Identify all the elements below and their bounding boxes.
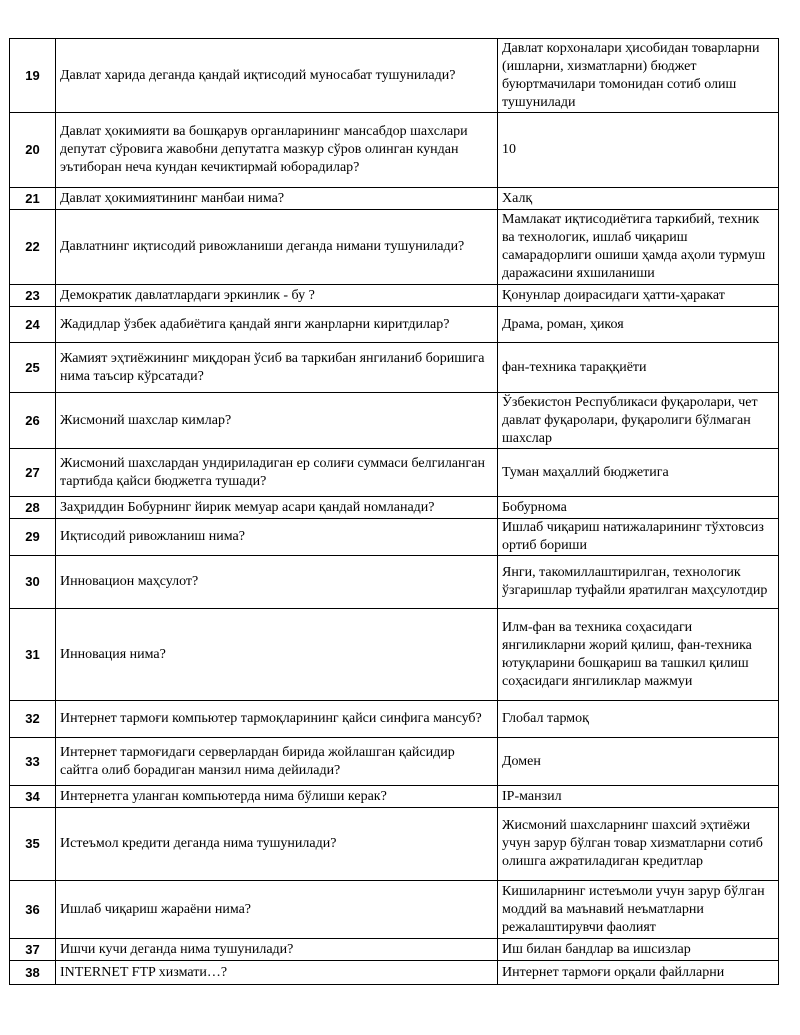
row-number: 37 [10,939,56,961]
question-cell: Жисмоний шахслар кимлар? [56,393,498,449]
answer-cell: Халқ [498,188,779,210]
question-answer-table [9,38,779,985]
answer-cell: Домен [498,738,779,786]
row-number: 29 [10,519,56,556]
question-cell: Инновация нима? [56,609,498,701]
answer-cell: Интернет тармоғи орқали файлларни [498,961,779,985]
table-row [10,881,779,939]
question-cell: Демократик давлатлардаги эркинлик - бу ? [56,285,498,307]
row-number: 35 [10,808,56,881]
table-row [10,343,779,393]
table-row [10,307,779,343]
answer-cell: фан-техника тараққиёти [498,343,779,393]
table-row [10,556,779,609]
question-cell: Давлат ҳокимиятининг манбаи нима? [56,188,498,210]
answer-cell: 10 [498,113,779,188]
answer-cell: Иш билан бандлар ва ишсизлар [498,939,779,961]
row-number: 30 [10,556,56,609]
question-cell: Интернет тармоғи компьютер тармоқларининг қайси синфига мансуб? [56,701,498,738]
answer-cell: Кишиларнинг истеъмоли учун зарур бўлган моддий ва маънавий неъматларни режалаштирувчи фаолият [498,881,779,939]
row-number: 26 [10,393,56,449]
question-cell: Инновацион маҳсулот? [56,556,498,609]
table-row [10,188,779,210]
answer-cell: Драма, роман, ҳикоя [498,307,779,343]
row-number: 33 [10,738,56,786]
row-number: 24 [10,307,56,343]
answer-cell: Ишлаб чиқариш натижаларининг тўхтовсиз ортиб бориши [498,519,779,556]
question-cell: Интернет тармоғидаги серверлардан бирида жойлашган қайсидир сайтга олиб борадиган манзил нима дейилади? [56,738,498,786]
table-row [10,808,779,881]
table-row [10,519,779,556]
answer-cell: Туман маҳаллий бюджетига [498,449,779,497]
row-number: 22 [10,210,56,285]
answer-cell: Жисмоний шахсларнинг шахсий эҳтиёжи учун зарур бўлган товар хизматларни сотиб олишга ажратиладиган кредитлар [498,808,779,881]
row-number: 31 [10,609,56,701]
row-number: 19 [10,39,56,113]
answer-cell: Янги, такомиллаштирилган, технологик ўзгаришлар туфайли яратилган маҳсулотдир [498,556,779,609]
row-number: 38 [10,961,56,985]
row-number: 23 [10,285,56,307]
table-row [10,285,779,307]
question-cell: Давлат ҳокимияти ва бошқарув органларининг мансабдор шахслари депутат сўровига жавобни депутатга мазкур сўров олинган кундан эътиборан неча кундан кечиктирмай юборадилар? [56,113,498,188]
answer-cell: Давлат корхоналари ҳисобидан товарларни (ишларни, хизматларни) бюджет буюртмачилари томонидан сотиб олиш тушунилади [498,39,779,113]
row-number: 28 [10,497,56,519]
table-row [10,609,779,701]
row-number: 20 [10,113,56,188]
table-row [10,449,779,497]
question-cell: Ишчи кучи деганда нима тушунилади? [56,939,498,961]
table-row [10,113,779,188]
question-cell: Интернетга уланган компьютерда нима бўлиши керак? [56,786,498,808]
question-cell: Иқтисодий ривожланиш нима? [56,519,498,556]
question-cell: Ишлаб чиқариш жараёни нима? [56,881,498,939]
table-row [10,210,779,285]
table-row [10,939,779,961]
question-cell: Давлат харида деганда қандай иқтисодий муносабат тушунилади? [56,39,498,113]
row-number: 21 [10,188,56,210]
answer-cell: Қонунлар доирасидаги ҳатти-ҳаракат [498,285,779,307]
row-number: 34 [10,786,56,808]
question-cell: Заҳриддин Бобурнинг йирик мемуар асари қандай номланади? [56,497,498,519]
table-row [10,961,779,985]
row-number: 27 [10,449,56,497]
table-row [10,738,779,786]
question-cell: Жамият эҳтиёжининг миқдоран ўсиб ва таркибан янгиланиб боришига нима таъсир кўрсатади? [56,343,498,393]
row-number: 36 [10,881,56,939]
question-cell: Давлатнинг иқтисодий ривожланиши деганда нимани тушунилади? [56,210,498,285]
question-cell: Жисмоний шахслардан ундириладиган ер солиғи суммаси белгиланган тартибда қайси бюджетга тушади? [56,449,498,497]
answer-cell: Мамлакат иқтисодиётига таркибий, техник ва технологик, ишлаб чиқариш самарадорлиги ошиши ҳамда аҳоли турмуш даражасини яхшиланиши [498,210,779,285]
table-body [10,39,779,985]
question-cell: INTERNET FTP хизмати…? [56,961,498,985]
table-row [10,39,779,113]
answer-cell: Ўзбекистон Республикаси фуқаролари, чет давлат фуқаролари, фуқаролиги бўлмаган шахслар [498,393,779,449]
table-row [10,393,779,449]
table-row [10,786,779,808]
answer-cell: IP-манзил [498,786,779,808]
table-row [10,701,779,738]
row-number: 32 [10,701,56,738]
answer-cell: Бобурнома [498,497,779,519]
row-number: 25 [10,343,56,393]
question-cell: Истеъмол кредити деганда нима тушунилади? [56,808,498,881]
answer-cell: Илм-фан ва техника соҳасидаги янгиликларни жорий қилиш, фан-техника ютуқларини бошқариш ва ташкил қилиш соҳасидаги янгиликлар мажмуи [498,609,779,701]
question-cell: Жадидлар ўзбек адабиётига қандай янги жанрларни киритдилар? [56,307,498,343]
table-row [10,497,779,519]
answer-cell: Глобал тармоқ [498,701,779,738]
